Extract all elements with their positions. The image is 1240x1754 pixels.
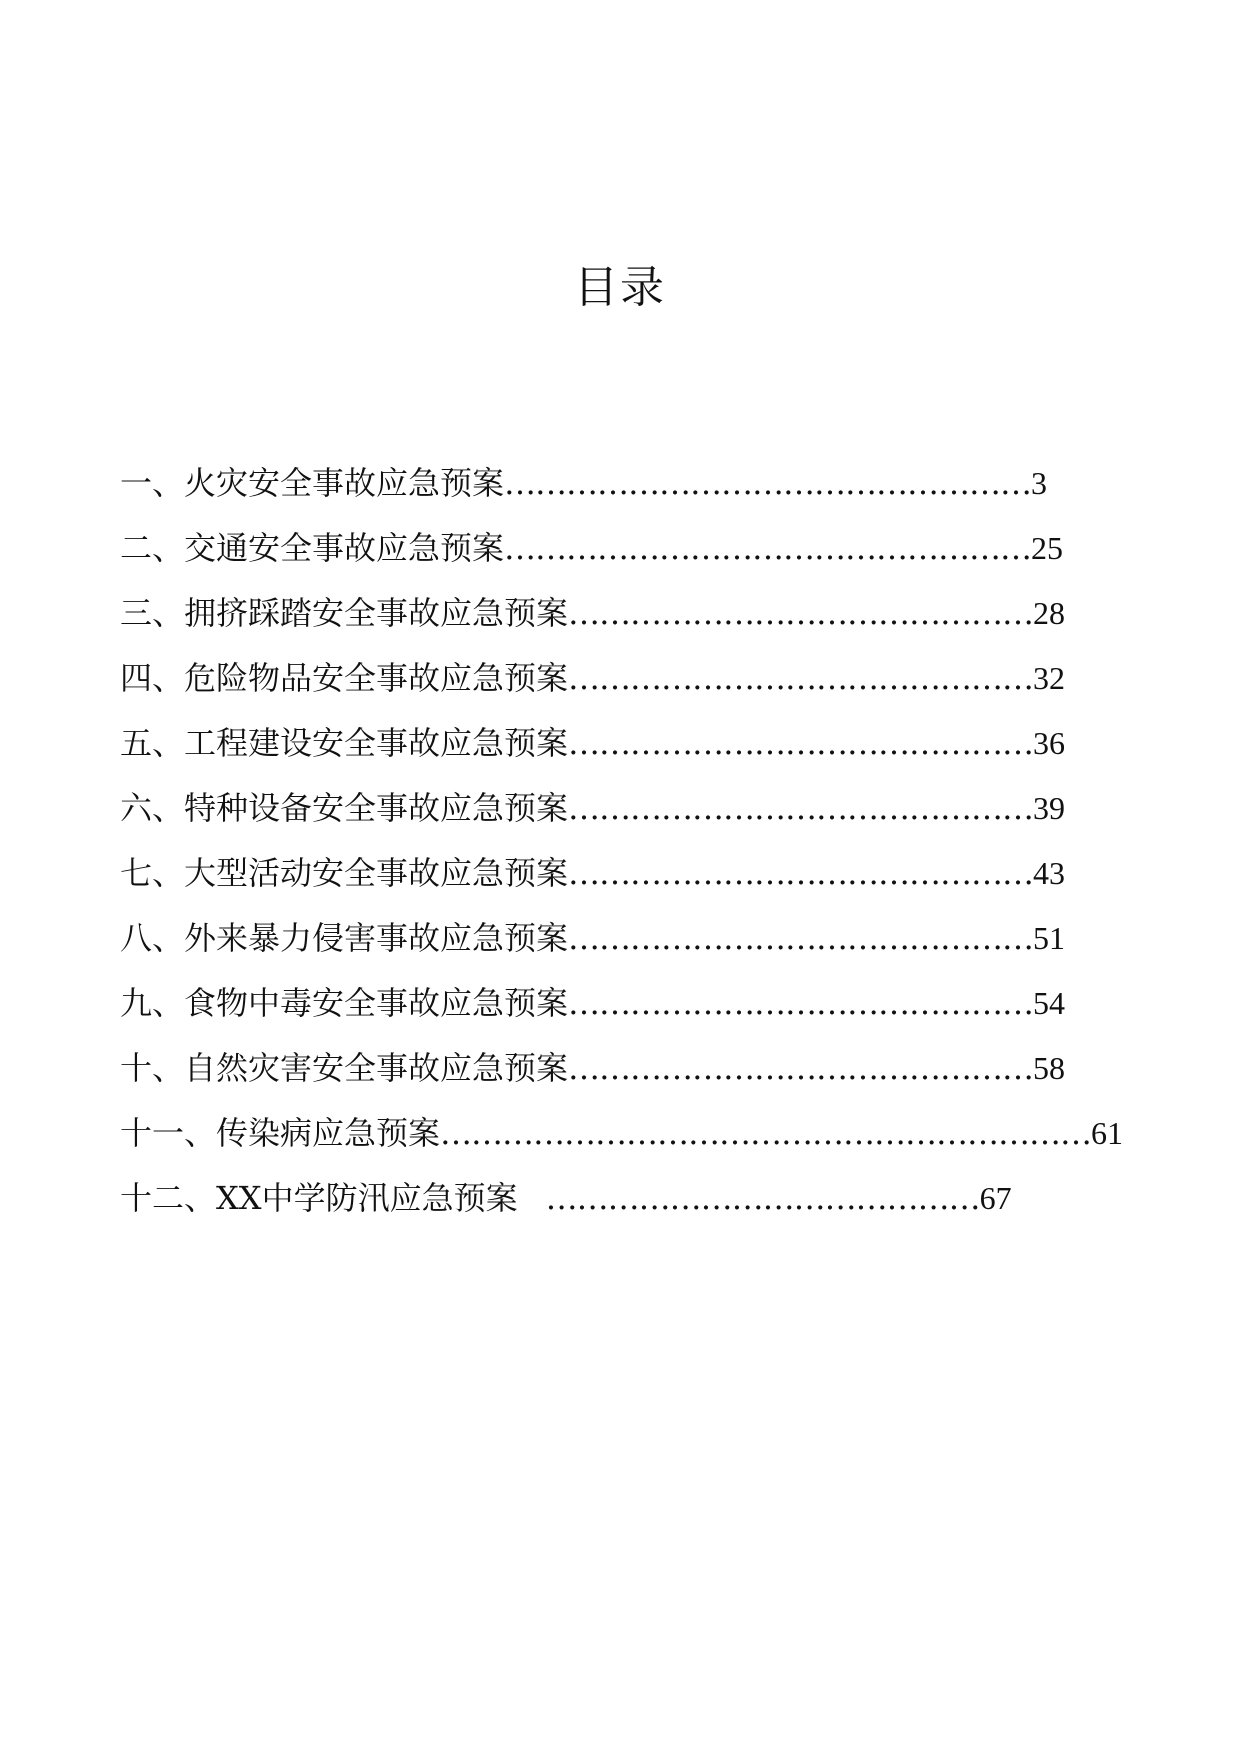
toc-item-label: 十一、传染病应急预案: [120, 1114, 441, 1152]
toc-leader-dots: ……………………………………………: [504, 464, 1032, 502]
toc-page-number: 3: [1031, 465, 1048, 501]
page-title: 目录: [574, 262, 666, 313]
toc-item[interactable]: [120, 1173, 1020, 1238]
toc-item[interactable]: [120, 718, 1066, 783]
toc-page-number: 58: [1033, 1050, 1066, 1086]
toc-leader-dots: ………………………………………: [568, 1049, 1034, 1087]
toc-item[interactable]: [120, 1043, 1066, 1108]
toc-page-number: 25: [1031, 530, 1064, 566]
toc-item-label: 九、食物中毒安全事故应急预案: [120, 984, 569, 1022]
toc-item-label: 四、危险物品安全事故应急预案: [120, 659, 569, 697]
toc-leader-dots: ……………………………………: [545, 1179, 980, 1217]
toc-item-label: 十二、XX中学防汛应急预案: [120, 1179, 518, 1217]
toc-item-label: 十、自然灾害安全事故应急预案: [120, 1049, 569, 1087]
toc-item-label: 七、大型活动安全事故应急预案: [120, 854, 569, 892]
toc-item[interactable]: [120, 848, 1066, 913]
toc-list: [120, 458, 1124, 1238]
toc-item-label: 二、交通安全事故应急预案: [120, 529, 505, 567]
toc-item[interactable]: [120, 588, 1066, 653]
toc-item[interactable]: [120, 458, 1048, 523]
toc-item-label: 六、特种设备安全事故应急预案: [120, 789, 569, 827]
toc-item[interactable]: [120, 978, 1066, 1043]
toc-leader-dots: ………………………………………………………: [440, 1114, 1092, 1152]
toc-leader-dots: ………………………………………: [568, 984, 1034, 1022]
toc-item-label: 一、火灾安全事故应急预案: [120, 464, 505, 502]
toc-item[interactable]: [120, 783, 1066, 848]
toc-page-number: 61: [1091, 1115, 1124, 1151]
toc-page-number: 67: [979, 1180, 1012, 1216]
toc-leader-dots: ………………………………………: [568, 789, 1034, 827]
toc-page-number: 54: [1033, 985, 1066, 1021]
toc-page-number: 39: [1033, 790, 1066, 826]
toc-item-label: 八、外来暴力侵害事故应急预案: [120, 919, 569, 957]
toc-page-number: 43: [1033, 855, 1066, 891]
toc-item[interactable]: [120, 653, 1066, 718]
toc-item-label: 五、工程建设安全事故应急预案: [120, 724, 569, 762]
toc-leader-dots: ………………………………………: [568, 724, 1034, 762]
toc-leader-dots: ………………………………………: [568, 594, 1034, 632]
toc-page-number: 28: [1033, 595, 1066, 631]
toc-leader-dots: ………………………………………: [568, 659, 1034, 697]
toc-leader-dots: ………………………………………: [568, 854, 1034, 892]
toc-page-number: 51: [1033, 920, 1066, 956]
toc-page-number: 32: [1033, 660, 1066, 696]
toc-item-label: 三、拥挤踩踏安全事故应急预案: [120, 594, 569, 632]
toc-item[interactable]: [120, 523, 1064, 588]
toc-item[interactable]: [120, 1108, 1124, 1173]
toc-page-number: 36: [1033, 725, 1066, 761]
toc-item[interactable]: [120, 913, 1066, 978]
toc-leader-dots: ……………………………………………: [504, 529, 1032, 567]
toc-leader-dots: ………………………………………: [568, 919, 1034, 957]
